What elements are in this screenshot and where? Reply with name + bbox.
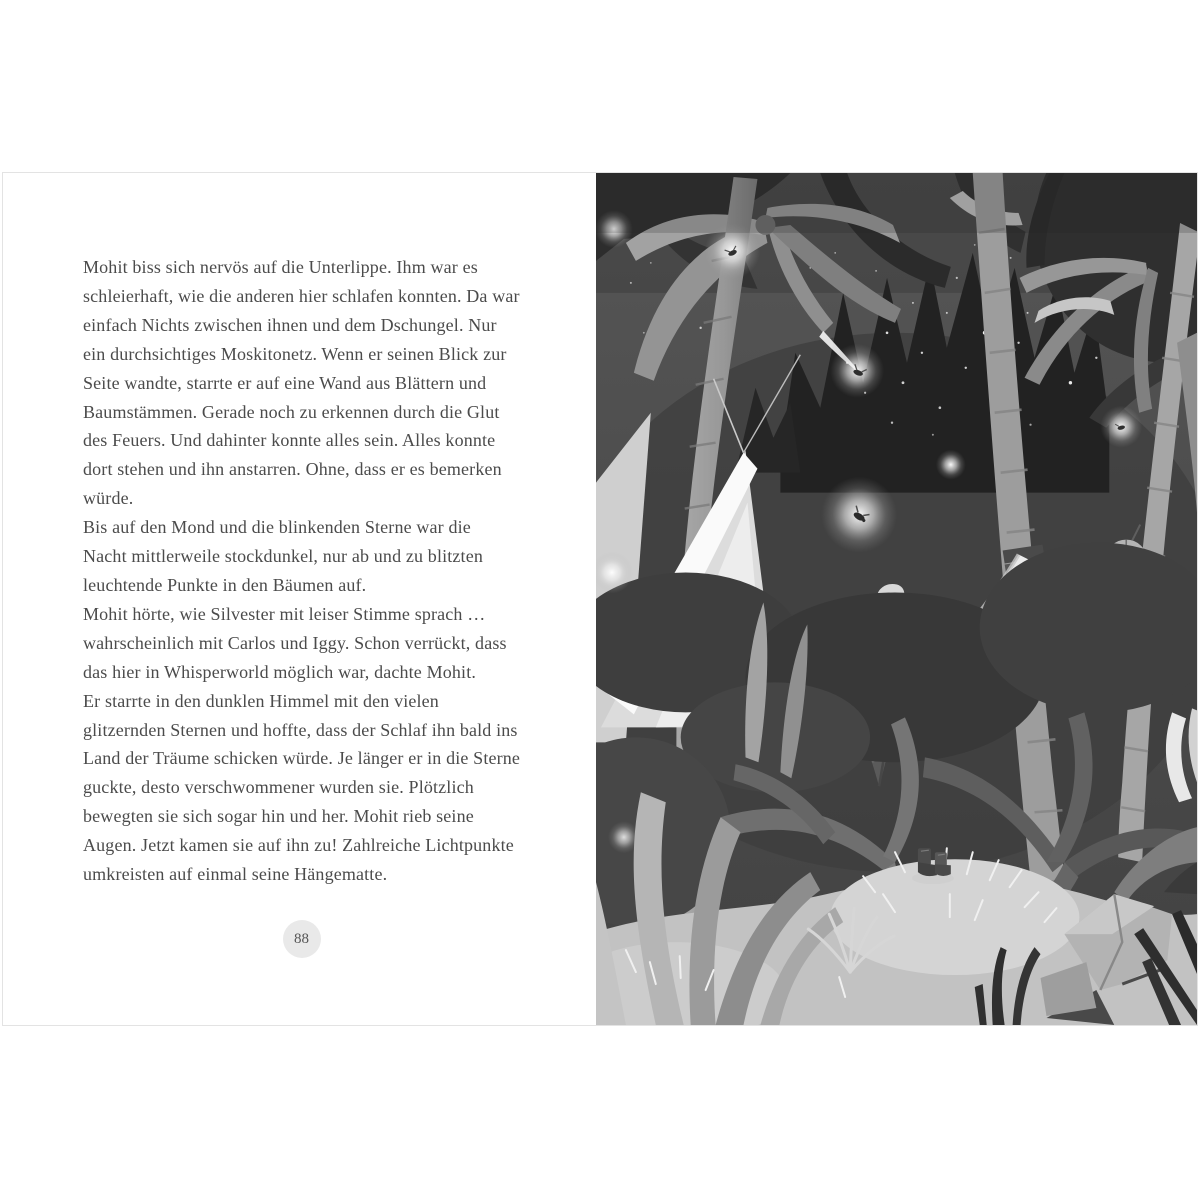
story-text — [83, 253, 520, 889]
text-line: dort stehen und ihn anstarren. Ohne, dass er es bemerken — [83, 459, 502, 480]
jungle-night-illustration — [596, 173, 1197, 1025]
page-number-badge — [283, 920, 321, 958]
text-line: würde. — [83, 488, 134, 509]
text-line: Bis auf den Mond und die blinkenden Sterne war die — [83, 517, 471, 538]
text-line: das hier in Whisperworld möglich war, dachte Mohit. — [83, 661, 477, 682]
text-line: wahrscheinlich mit Carlos und Iggy. Schon verrückt, dass — [83, 632, 507, 653]
top-vignette — [596, 173, 1197, 233]
text-line: Er starrte in den dunklen Himmel mit den vielen — [83, 690, 439, 711]
right-page — [596, 173, 1197, 1025]
text-line: guckte, desto verschwommener wurden sie. Plötzlich — [83, 777, 474, 798]
left-page — [3, 173, 600, 1025]
text-line: bewegten sie sich sogar hin und her. Mohit rieb seine — [83, 806, 474, 827]
text-line: glitzernden Sternen und hoffte, dass der Schlaf ihn bald ins — [83, 719, 518, 740]
book-spread — [2, 172, 1198, 1026]
text-line: Land der Träume schicken würde. Je länger er in die Sterne — [83, 748, 521, 769]
page-number: 88 — [294, 930, 309, 947]
text-line: leuchtende Punkte in den Bäumen auf. — [83, 574, 367, 595]
text-line: Baumstämmen. Gerade noch zu erkennen durch die Glut — [83, 401, 500, 422]
text-line: ein durchsichtiges Moskitonetz. Wenn er seinen Blick zur — [83, 343, 507, 364]
text-line: schleierhaft, wie die anderen hier schlafen konnten. Da war — [83, 285, 520, 306]
text-line: Mohit biss sich nervös auf die Unterlippe. Ihm war es — [83, 257, 478, 277]
text-line: umkreisten auf einmal seine Hängematte. — [83, 864, 388, 885]
text-line: des Feuers. Und dahinter konnte alles sein. Alles konnte — [83, 430, 496, 451]
text-line: Mohit hörte, wie Silvester mit leiser Stimme sprach … — [83, 603, 486, 624]
text-line: Nacht mittlerweile stockdunkel, nur ab und zu blitzten — [83, 546, 483, 567]
text-line: einfach Nichts zwischen ihnen und dem Dschungel. Nur — [83, 314, 497, 335]
text-line: Seite wandte, starrte er auf eine Wand aus Blättern und — [83, 372, 487, 393]
text-line: Augen. Jetzt kamen sie auf ihn zu! Zahlreiche Lichtpunkte — [83, 835, 514, 856]
